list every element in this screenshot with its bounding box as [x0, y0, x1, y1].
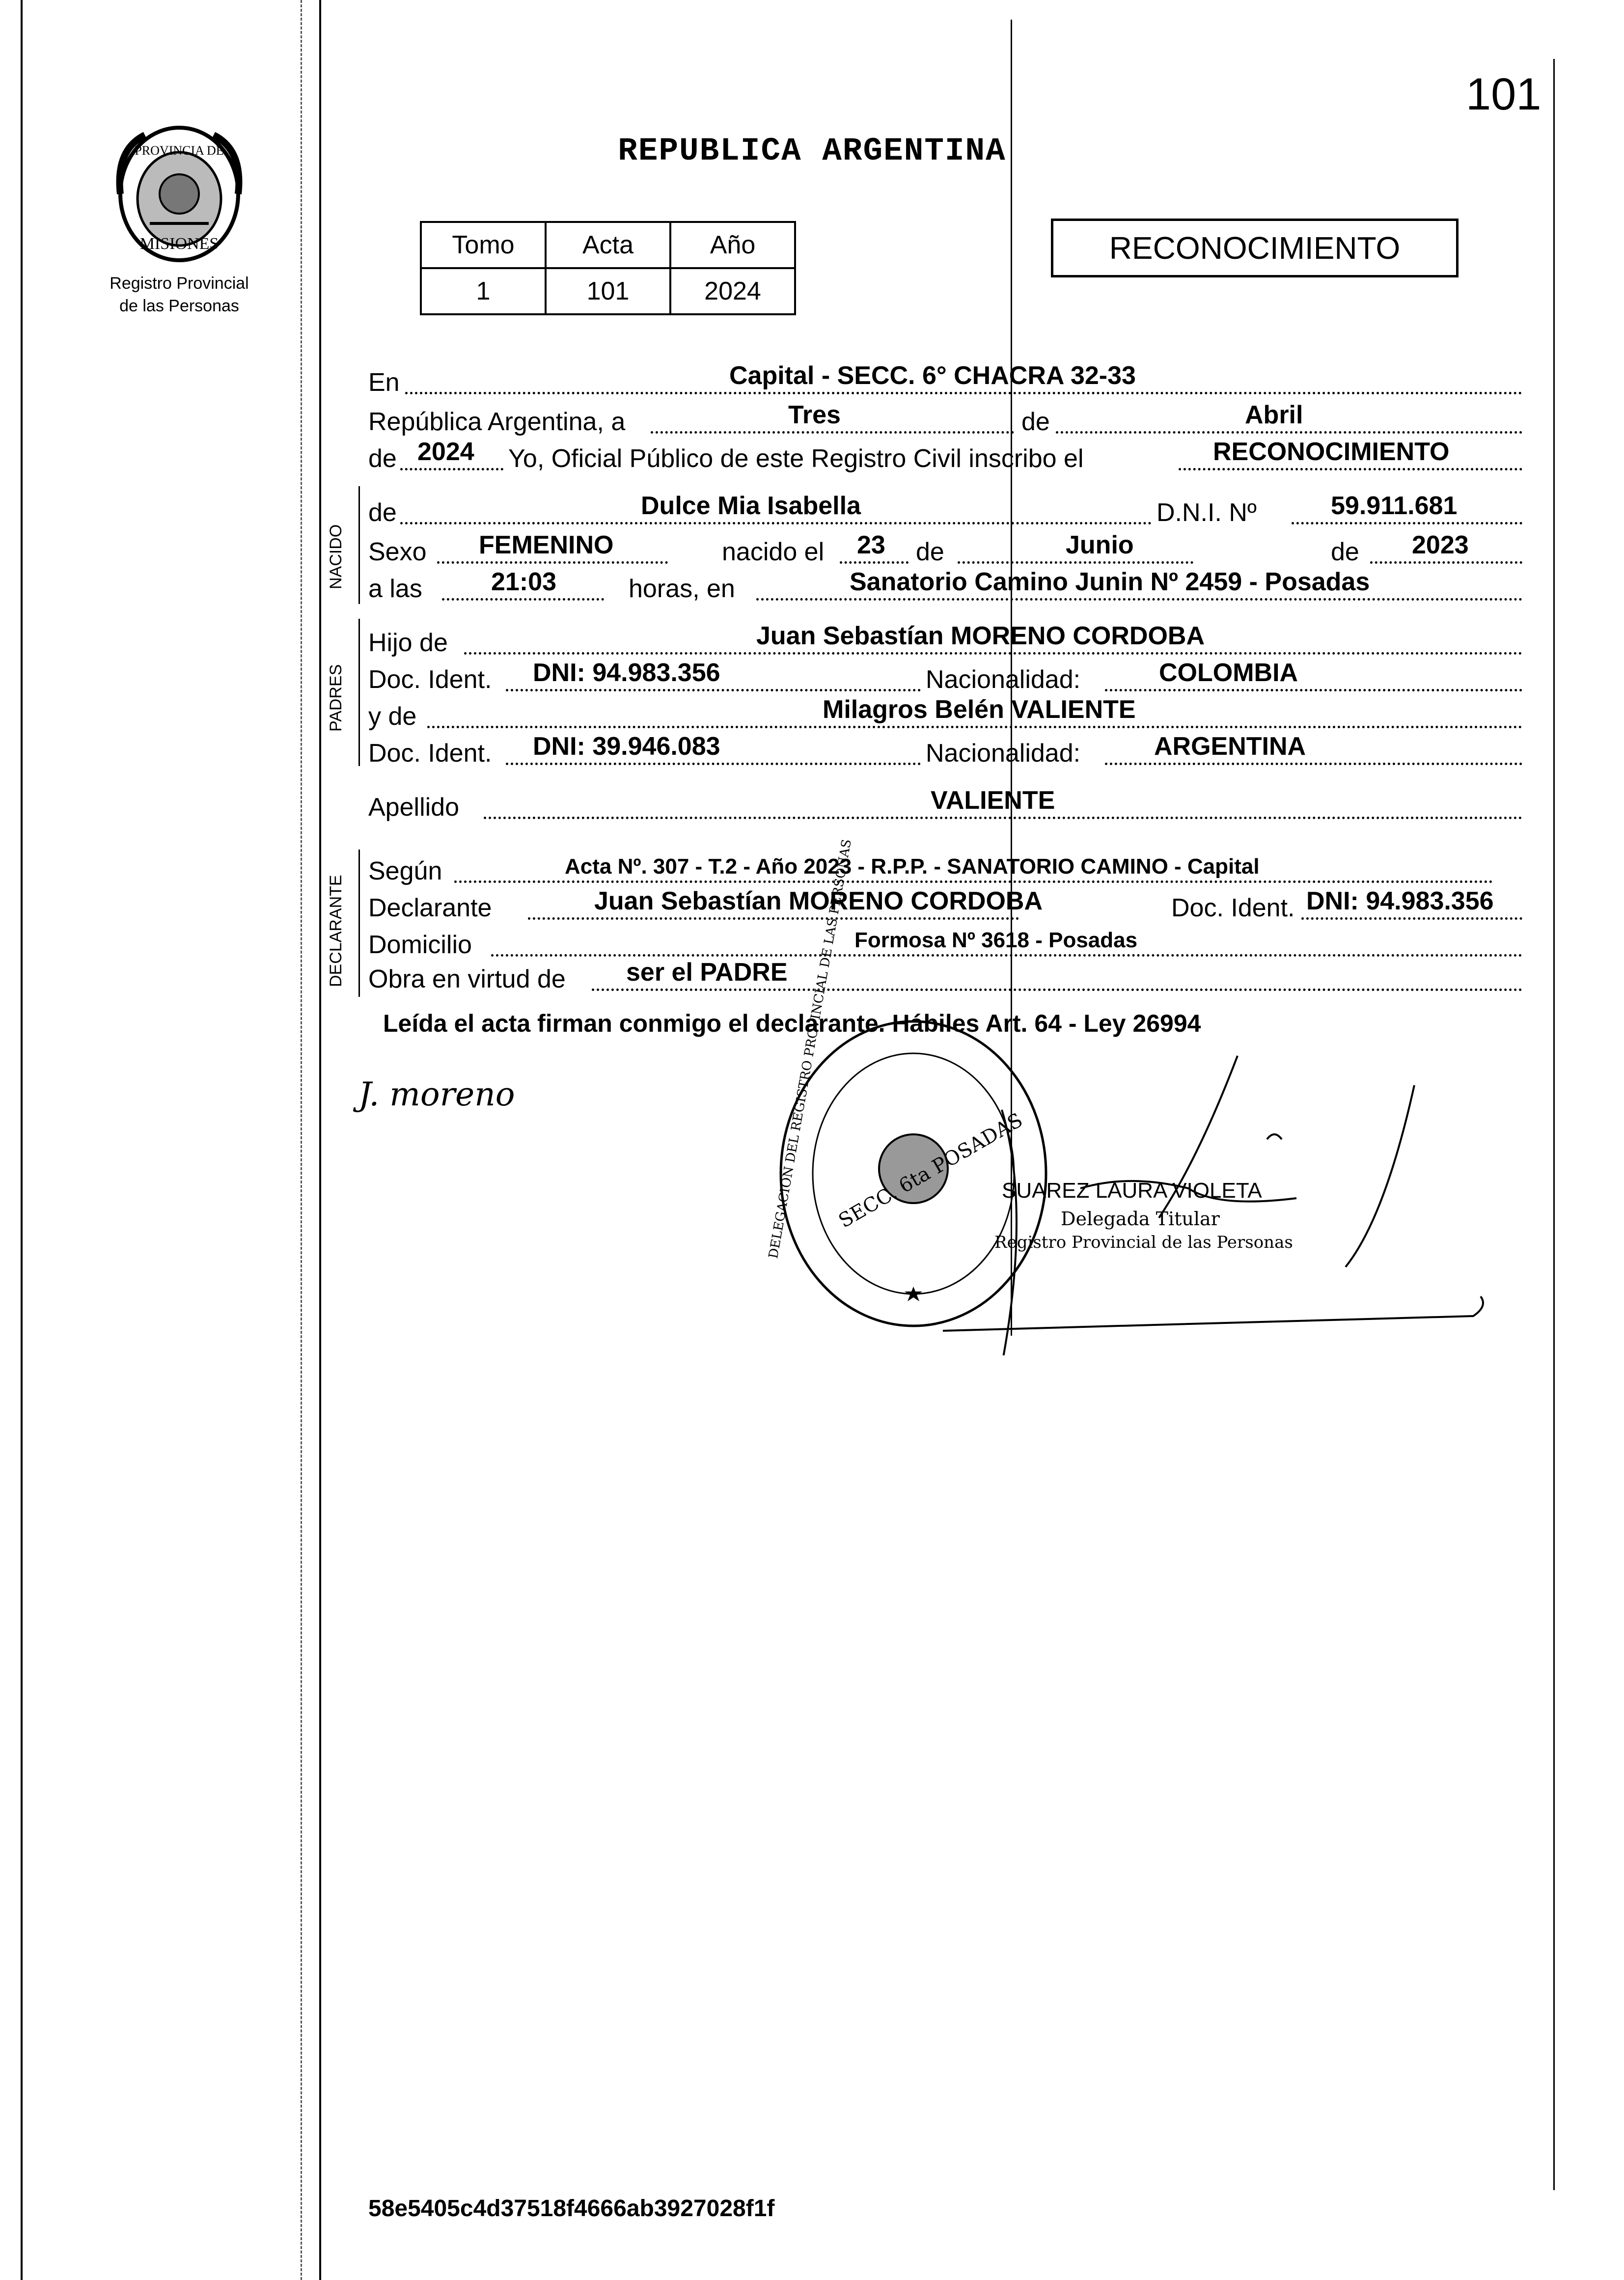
seal-ring-text: DELEGACION DEL REGISTRO PROVINCIAL DE LAS PERSONAS: [766, 838, 854, 1260]
dotted-line: [1179, 468, 1522, 470]
register-value-tomo: 1: [421, 268, 546, 314]
line-sexo: [368, 531, 1522, 570]
register-header-anio: Año: [670, 222, 795, 268]
closing-statement: Leída el acta firman conmigo el declarante. Hábiles Art. 64 - Ley 26994: [383, 1010, 1201, 1037]
anio-value: 2024: [417, 438, 474, 466]
dotted-line: [756, 598, 1522, 601]
domicilio-value: Formosa Nº 3618 - Posadas: [854, 928, 1138, 952]
padre-doc: DNI: 94.983.356: [533, 659, 720, 687]
dotted-line: [1105, 763, 1522, 765]
line-padre: [368, 622, 1522, 660]
declarant-signature: J. moreno: [358, 1075, 515, 1113]
nacido-anio: 2023: [1412, 531, 1469, 559]
obra-value: ser el PADRE: [626, 958, 788, 987]
padres-section-label: PADRES: [327, 664, 345, 732]
republica-label: República Argentina, a: [368, 408, 626, 436]
line-madre-doc: [368, 732, 1522, 771]
dotted-line: [454, 880, 1493, 883]
dotted-line: [427, 726, 1522, 728]
en-label: En: [368, 368, 400, 397]
nacido-hora: 21:03: [491, 568, 556, 596]
doc-ident-label: Doc. Ident.: [368, 739, 492, 768]
dotted-line: [506, 689, 921, 691]
line-domicilio: [368, 928, 1522, 962]
line-apellido: [368, 786, 1522, 825]
line-anio: [368, 438, 1522, 476]
line-segun: [368, 854, 1522, 889]
yo-label: Yo, Oficial Público de este Registro Civil inscribo el: [508, 444, 1084, 473]
nacido-lugar: Sanatorio Camino Junin Nº 2459 - Posadas: [850, 568, 1370, 596]
de-label: de: [368, 498, 397, 527]
segun-label: Según: [368, 857, 442, 885]
dotted-line: [491, 954, 1522, 957]
nacido-mes: Junio: [1066, 531, 1134, 559]
logo-bottom-text: MISIONES: [139, 235, 219, 253]
dotted-line: [1301, 917, 1522, 920]
nacido-el-label: nacido el: [722, 538, 825, 566]
binding-line-2: [319, 0, 321, 2280]
dotted-line: [506, 763, 921, 765]
nacionalidad-label: Nacionalidad:: [926, 739, 1081, 768]
dotted-line: [405, 392, 1522, 394]
document-hash: 58e5405c4d37518f4666ab3927028f1f: [368, 2196, 775, 2222]
dotted-line: [840, 561, 908, 564]
madre-doc: DNI: 39.946.083: [533, 732, 720, 761]
padre-nombre: Juan Sebastían MORENO CORDOBA: [756, 622, 1205, 650]
y-de-label: y de: [368, 702, 417, 731]
dotted-line: [1370, 561, 1522, 564]
register-value-acta: 101: [546, 268, 670, 314]
declarante-section-label: DECLARANTE: [327, 875, 345, 987]
binding-line: [301, 0, 302, 2280]
en-value: Capital - SECC. 6° CHACRA 32-33: [729, 361, 1136, 390]
dotted-line: [651, 431, 1014, 434]
nacionalidad-label: Nacionalidad:: [926, 665, 1081, 694]
logo-caption-2: de las Personas: [119, 297, 239, 315]
register-table: [420, 221, 796, 315]
page-number: 101: [1466, 69, 1541, 119]
dotted-line: [1292, 522, 1522, 524]
de-label: de: [1021, 408, 1050, 436]
logo-caption-1: Registro Provincial: [110, 274, 249, 293]
dni-label: D.N.I. Nº: [1156, 498, 1257, 527]
dotted-line: [528, 917, 1019, 920]
declarante-section-bar: [358, 850, 360, 997]
dotted-line: [484, 817, 1522, 819]
officer-name: SUAREZ LAURA VIOLETA: [1002, 1179, 1262, 1203]
declarante-doc: DNI: 94.983.356: [1306, 887, 1494, 915]
register-header-tomo: Tomo: [421, 222, 546, 268]
apellido-value: VALIENTE: [931, 786, 1055, 815]
logo-top-text: PROVINCIA DE: [135, 143, 224, 158]
sexo-label: Sexo: [368, 538, 427, 566]
segun-value: Acta Nº. 307 - T.2 - Año 2023 - R.P.P. - SANATORIO CAMINO - Capital: [565, 854, 1260, 879]
padres-section-bar: [358, 619, 360, 766]
right-margin-line: [1553, 59, 1555, 2190]
domicilio-label: Domicilio: [368, 931, 472, 959]
line-en: [368, 361, 1522, 400]
dotted-line: [958, 561, 1193, 564]
document-title: REPUBLICA ARGENTINA: [618, 133, 1006, 169]
obra-label: Obra en virtud de: [368, 965, 566, 993]
mes-value: Abril: [1245, 401, 1303, 429]
line-padre-doc: [368, 659, 1522, 697]
register-value-anio: 2024: [670, 268, 795, 314]
dotted-line: [1105, 689, 1522, 691]
de-label-2: de: [916, 538, 944, 566]
declarante-nombre: Juan Sebastían MORENO CORDOBA: [594, 887, 1043, 915]
dotted-line: [464, 652, 1522, 655]
seal-inner-text: SECC. 6ta POSADAS: [835, 1108, 1027, 1233]
line-republica: [368, 401, 1522, 440]
madre-nacionalidad: ARGENTINA: [1154, 732, 1306, 761]
dia-value: Tres: [788, 401, 841, 429]
line-nombre: [368, 492, 1522, 530]
line-madre: [368, 695, 1522, 734]
dotted-line: [400, 468, 503, 470]
dotted-line: [1056, 431, 1522, 434]
dotted-line: [442, 598, 604, 601]
dotted-line: [437, 561, 668, 564]
nacido-dni: 59.911.681: [1331, 492, 1458, 520]
nacido-nombre: Dulce Mia Isabella: [641, 492, 861, 520]
act-type-box: RECONOCIMIENTO: [1051, 219, 1459, 277]
alas-label: a las: [368, 575, 422, 603]
nacido-section-label: NACIDO: [327, 524, 345, 589]
apellido-label: Apellido: [368, 793, 460, 822]
de-label-3: de: [1331, 538, 1359, 566]
doc-ident-label: Doc. Ident.: [1171, 894, 1295, 922]
left-margin-line: [21, 0, 23, 2280]
doc-ident-label: Doc. Ident.: [368, 665, 492, 694]
line-declarante: [368, 887, 1522, 926]
padre-nacionalidad: COLOMBIA: [1159, 659, 1298, 687]
nacido-section-bar: [358, 486, 360, 604]
dotted-line: [400, 522, 1152, 524]
dotted-line: [592, 989, 1522, 991]
nacido-dia: 23: [857, 531, 885, 559]
officer-title: Delegada Titular: [1061, 1208, 1220, 1230]
officer-org: Registro Provincial de las Personas: [994, 1233, 1293, 1252]
register-header-acta: Acta: [546, 222, 670, 268]
line-obra: [368, 958, 1522, 997]
madre-nombre: Milagros Belén VALIENTE: [823, 695, 1136, 724]
horas-en-label: horas, en: [629, 575, 735, 603]
declarante-label: Declarante: [368, 894, 492, 922]
de2-label: de: [368, 444, 397, 473]
line-hora: [368, 568, 1522, 606]
hijo-de-label: Hijo de: [368, 629, 448, 657]
sexo-value: FEMENINO: [479, 531, 614, 559]
inscribo-value: RECONOCIMIENTO: [1213, 438, 1450, 466]
